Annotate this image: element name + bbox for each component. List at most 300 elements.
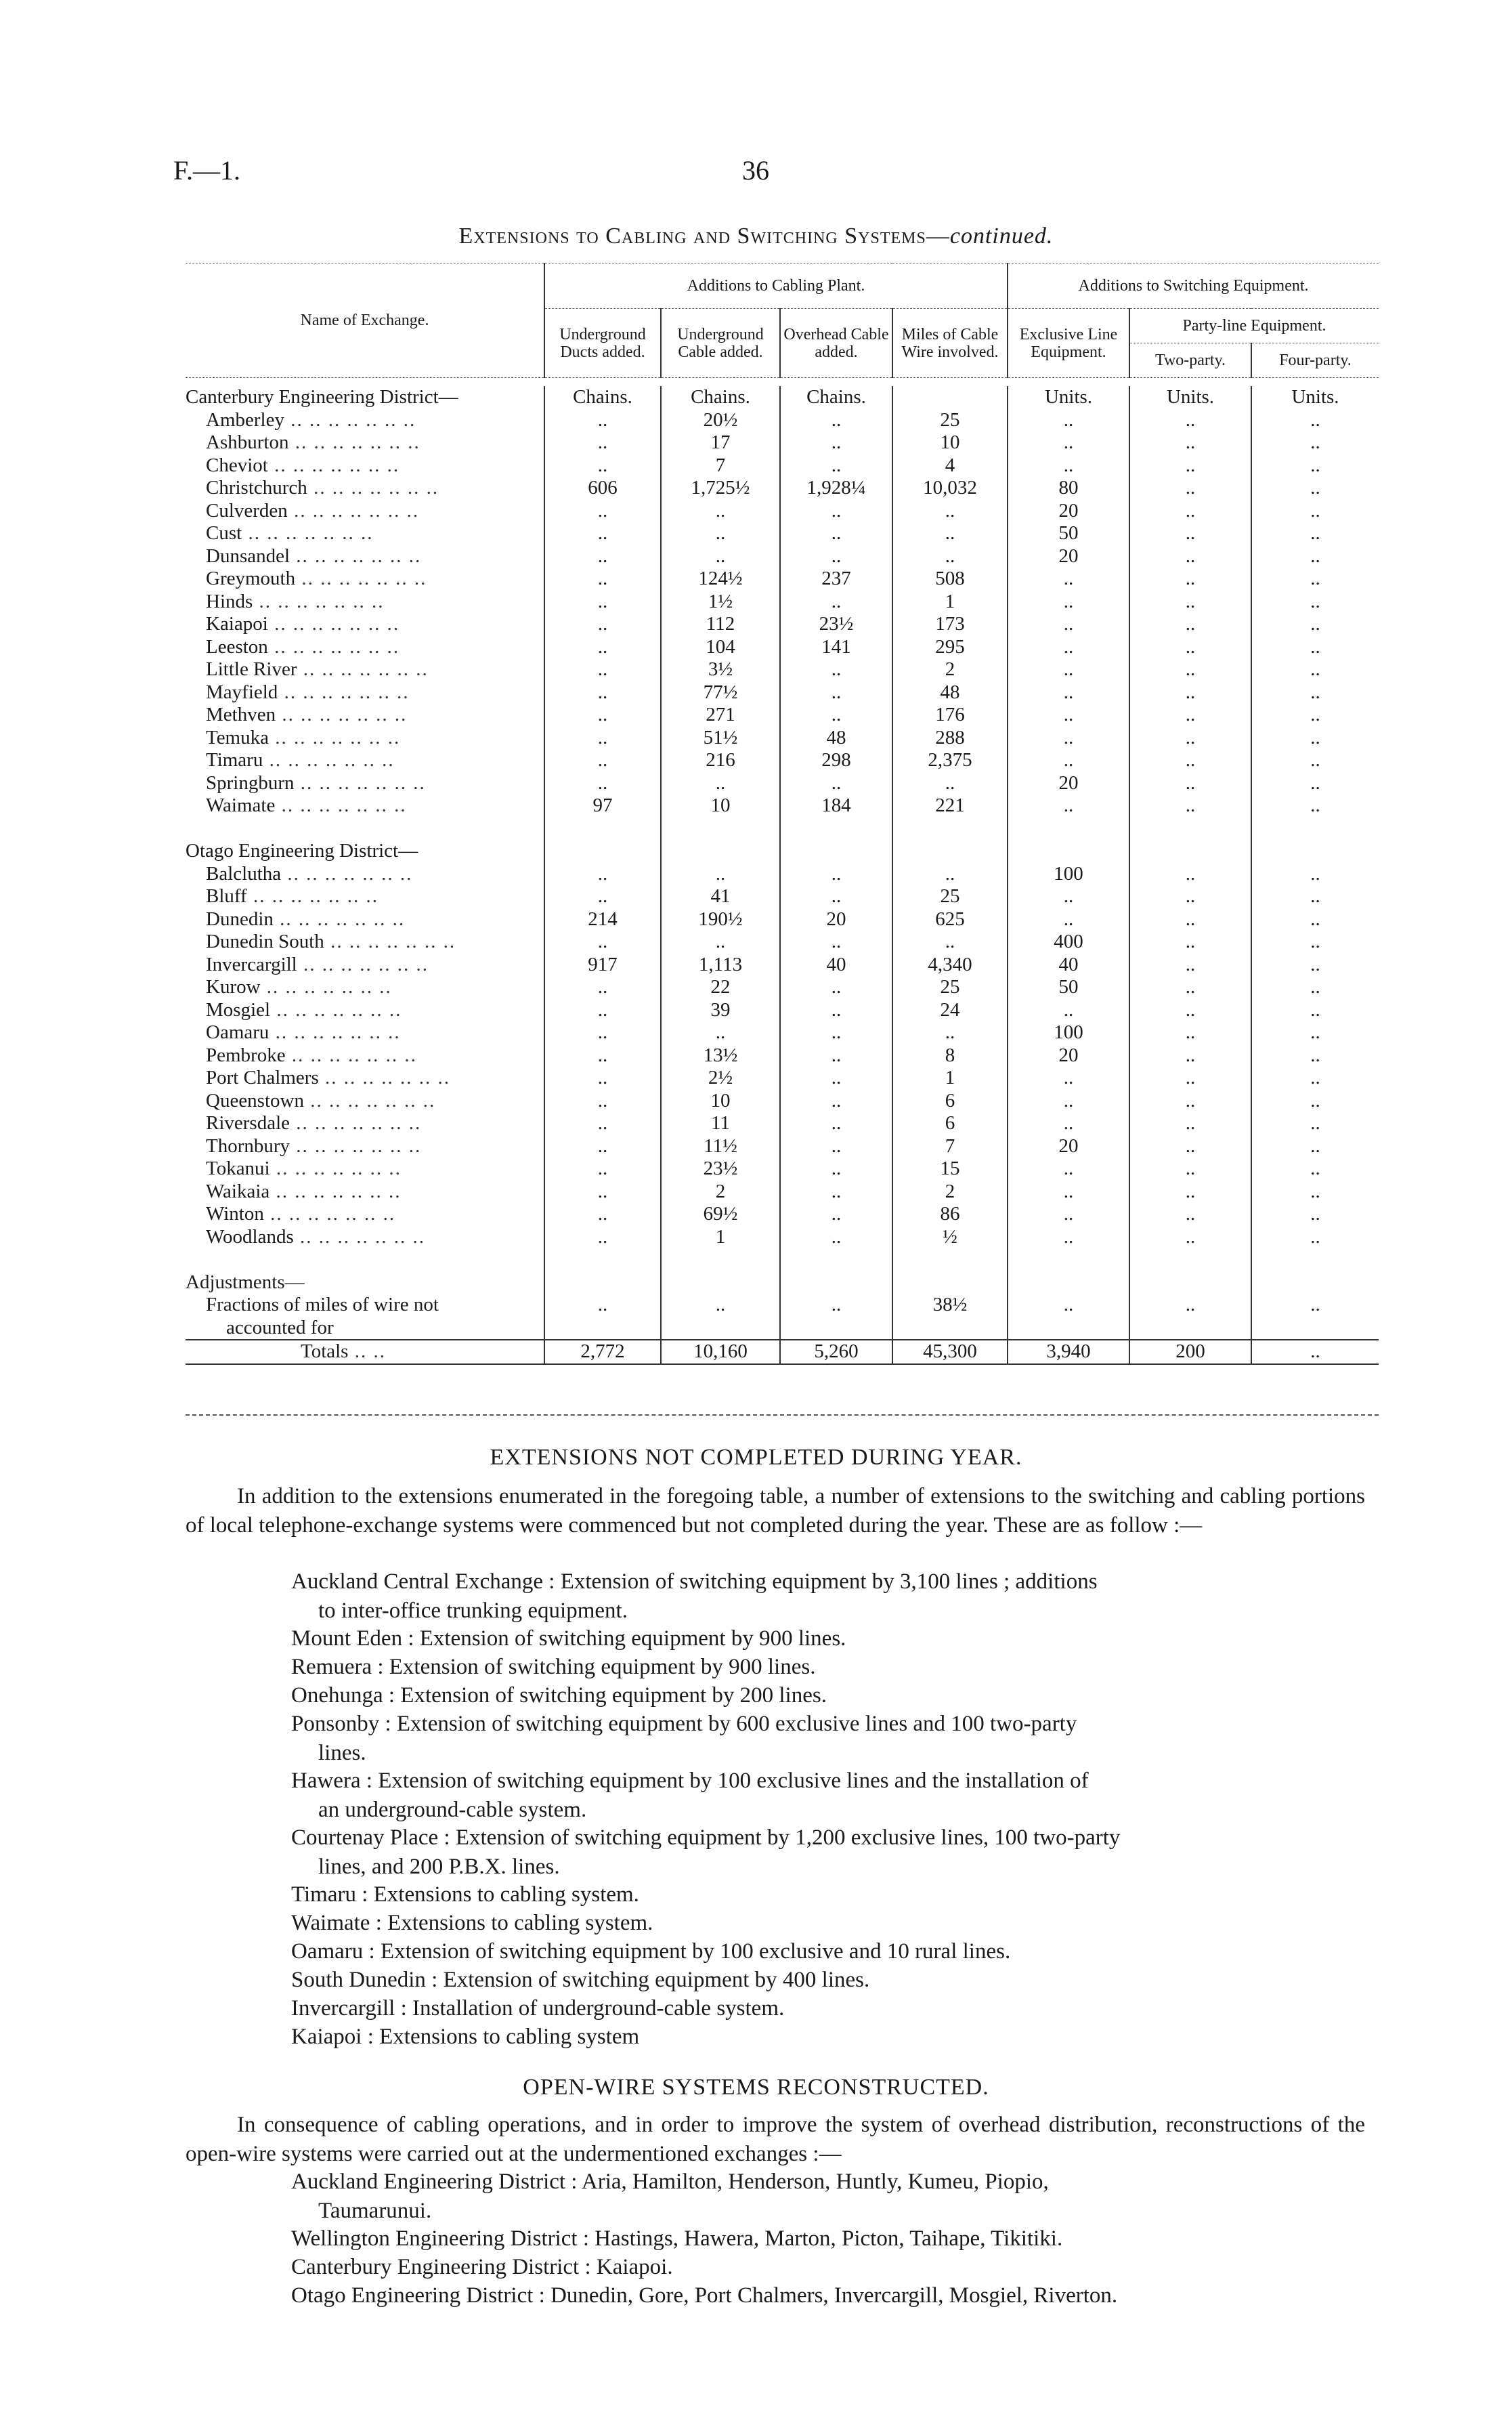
table-title (0, 224, 1512, 249)
adjustments-row (186, 1294, 1379, 1317)
list-item-continuation: Taumarunui. (318, 2199, 432, 2223)
document-code: F.—1. (173, 155, 241, 186)
value-cell: 51½ (661, 727, 780, 750)
totals-label: Totals (301, 1340, 349, 1362)
unit-label: Units. (1129, 386, 1251, 409)
value-cell: 39 (661, 999, 780, 1022)
value-cell: .. (1008, 1226, 1129, 1249)
exchange-name: Waimate (206, 795, 276, 816)
value-cell: 20 (1008, 545, 1129, 568)
list-item-text: Timaru : Extensions to cabling system. (291, 1882, 639, 1907)
value-cell: .. (1008, 658, 1129, 681)
value-cell: 271 (661, 704, 780, 727)
exchange-name-cell (186, 1181, 544, 1204)
exchange-name-cell (186, 500, 544, 523)
value-cell: 86 (892, 1203, 1008, 1226)
exchange-name: Thornbury (206, 1135, 290, 1157)
table-row (186, 772, 1379, 795)
total-value-cell: 200 (1129, 1340, 1251, 1364)
value-cell: .. (1251, 681, 1379, 704)
value-cell: 77½ (661, 681, 780, 704)
leader-dots: .. .. .. .. .. .. .. (281, 862, 413, 885)
table-row (186, 454, 1379, 478)
adjustments-label-cont: accounted for (226, 1316, 334, 1338)
col-header-party-group: Party-line Equipment. (1129, 309, 1379, 343)
blank-cell (1251, 1317, 1379, 1340)
blank-cell (892, 1317, 1008, 1340)
value-cell: .. (780, 1021, 892, 1044)
value-cell: .. (1129, 1112, 1251, 1135)
value-cell: .. (544, 613, 661, 636)
value-cell: .. (1008, 704, 1129, 727)
table-row (186, 431, 1379, 454)
list-item (291, 1653, 1365, 1682)
value-cell: .. (892, 931, 1008, 954)
value-cell: 17 (661, 431, 780, 454)
value-cell: .. (661, 863, 780, 886)
value-cell: .. (544, 931, 661, 954)
blank-cell (1251, 1271, 1379, 1294)
value-cell: .. (1251, 477, 1379, 500)
list-item (291, 1624, 1365, 1653)
blank-cell (544, 818, 661, 841)
adjustments-label: Fractions of miles of wire not (206, 1294, 439, 1315)
exchange-name: Queenstown (206, 1089, 304, 1112)
table-row (186, 522, 1379, 545)
value-cell: .. (1008, 681, 1129, 704)
not-completed-heading: EXTENSIONS NOT COMPLETED DURING YEAR. (490, 1445, 1022, 1470)
value-cell: 288 (892, 727, 1008, 750)
blank-cell (1251, 818, 1379, 841)
exchange-name-cell (186, 1090, 544, 1113)
value-cell: 173 (892, 613, 1008, 636)
leader-dots: .. .. .. .. .. .. .. (287, 499, 420, 522)
value-cell: 625 (892, 908, 1008, 931)
leader-dots: .. .. .. .. .. .. .. (260, 976, 392, 998)
list-item (291, 1710, 1365, 1768)
exchange-name: Greymouth (206, 568, 296, 589)
value-cell: .. (1129, 999, 1251, 1022)
blank-cell (780, 1248, 892, 1271)
value-cell: 24 (892, 999, 1008, 1022)
value-cell: .. (1129, 658, 1251, 681)
leader-dots: .. .. .. .. .. .. .. (267, 635, 400, 658)
leader-dots: .. .. .. .. .. .. .. (297, 658, 429, 680)
value-cell: .. (1251, 999, 1379, 1022)
list-item-text: Mount Eden : Extension of switching equipment by 900 lines. (291, 1626, 846, 1651)
table-row (186, 477, 1379, 500)
value-cell: .. (1008, 1112, 1129, 1135)
value-cell: 20 (780, 908, 892, 931)
leader-dots: .. .. .. .. .. .. .. (278, 681, 410, 703)
exchange-name: Woodlands (206, 1225, 294, 1248)
value-cell: 41 (661, 885, 780, 908)
value-cell: 6 (892, 1112, 1008, 1135)
exchange-name: Methven (206, 704, 276, 725)
list-item-text: South Dunedin : Extension of switching equipment by 400 lines. (291, 1968, 870, 1992)
value-cell: .. (780, 591, 892, 614)
value-cell: 4,340 (892, 954, 1008, 977)
blank-cell (661, 818, 780, 841)
exchange-name-cell (186, 1203, 544, 1226)
value-cell: 10 (892, 431, 1008, 454)
value-cell: .. (544, 1181, 661, 1204)
unit-label: Chains. (780, 386, 892, 409)
leader-dots: .. .. .. .. .. .. .. (269, 1180, 402, 1202)
table-end-rule (186, 1414, 1379, 1416)
value-cell: .. (1129, 500, 1251, 523)
value-cell: .. (1129, 545, 1251, 568)
table-row (186, 885, 1379, 908)
leader-dots: .. .. .. .. .. .. .. (307, 477, 439, 499)
value-cell: .. (544, 636, 661, 659)
exchange-name: Leeston (206, 635, 268, 658)
total-value-cell: 5,260 (780, 1340, 892, 1364)
list-item-continuation: to inter-office trunking equipment. (318, 1599, 628, 1623)
exchange-name: Timaru (206, 749, 263, 771)
value-cell: .. (1008, 591, 1129, 614)
value-cell: 190½ (661, 908, 780, 931)
value-cell: .. (1129, 1181, 1251, 1204)
total-value-cell: 10,160 (661, 1340, 780, 1364)
value-cell: .. (780, 885, 892, 908)
value-cell: .. (1129, 727, 1251, 750)
exchange-name-cell (186, 772, 544, 795)
value-cell: 23½ (780, 613, 892, 636)
exchange-name: Culverden (206, 499, 288, 522)
value-cell: .. (1251, 658, 1379, 681)
spacer-cell (186, 818, 544, 841)
col-header-exclusive: Exclusive Line Equipment. (1008, 309, 1129, 378)
exchange-name: Springburn (206, 771, 295, 794)
list-item (291, 1937, 1365, 1966)
exchange-name: Dunedin South (206, 931, 324, 952)
blank-cell (544, 1317, 661, 1340)
list-item-text: Kaiapoi : Extensions to cabling system (291, 2025, 640, 2049)
value-cell: 10 (661, 1090, 780, 1113)
value-cell: .. (1129, 954, 1251, 977)
value-cell: 1,725½ (661, 477, 780, 500)
blank-cell (544, 1271, 661, 1294)
value-cell: .. (780, 500, 892, 523)
total-value-cell: 2,772 (544, 1340, 661, 1364)
value-cell: 80 (1008, 477, 1129, 500)
value-cell: .. (780, 931, 892, 954)
exchange-name-cell (186, 658, 544, 681)
value-cell: .. (780, 522, 892, 545)
blank-cell (780, 1271, 892, 1294)
value-cell: .. (1129, 704, 1251, 727)
list-item (291, 1880, 1365, 1909)
exchange-name-cell (186, 1226, 544, 1249)
value-cell: 237 (780, 568, 892, 591)
value-cell: 221 (892, 795, 1008, 818)
value-cell: 1 (892, 1067, 1008, 1090)
value-cell: .. (1251, 454, 1379, 478)
value-cell: .. (544, 545, 661, 568)
value-cell: .. (1129, 1226, 1251, 1249)
exchange-name-cell (186, 999, 544, 1022)
blank-cell (1008, 1248, 1129, 1271)
leader-dots: .. .. .. .. .. .. .. (297, 953, 429, 975)
value-cell: .. (1008, 1181, 1129, 1204)
total-value-cell: 45,300 (892, 1340, 1008, 1364)
value-cell: 1,928¼ (780, 477, 892, 500)
table-row (186, 1044, 1379, 1067)
leader-dots: .. .. (348, 1340, 386, 1362)
blank-cell (544, 1248, 661, 1271)
blank-cell (1129, 840, 1251, 863)
value-cell: 22 (661, 976, 780, 999)
value-cell: 2 (892, 1181, 1008, 1204)
value-cell: .. (1129, 522, 1251, 545)
value-cell: .. (1129, 976, 1251, 999)
table-row (186, 999, 1379, 1022)
blank-cell (780, 1317, 892, 1340)
list-item-continuation: an underground-cable system. (318, 1798, 587, 1822)
value-cell: 7 (892, 1135, 1008, 1158)
value-cell: 298 (780, 749, 892, 772)
value-cell: 20½ (661, 409, 780, 432)
value-cell: .. (1251, 409, 1379, 432)
value-cell: .. (780, 431, 892, 454)
value-cell: .. (780, 1294, 892, 1317)
extensions-table (186, 263, 1379, 1365)
value-cell: 50 (1008, 976, 1129, 999)
exchange-name-cell (186, 591, 544, 614)
value-cell: .. (544, 863, 661, 886)
value-cell: .. (780, 1226, 892, 1249)
table-row (186, 1203, 1379, 1226)
value-cell: .. (1008, 749, 1129, 772)
exchange-name-cell (186, 931, 544, 954)
value-cell: 6 (892, 1090, 1008, 1113)
list-item-text: Auckland Engineering District : Aria, Hamilton, Henderson, Huntly, Kumeu, Piopio, (291, 2170, 1049, 2194)
list-item (291, 1567, 1365, 1626)
value-cell: 11½ (661, 1135, 780, 1158)
blank-cell (1008, 1271, 1129, 1294)
value-cell: 2½ (661, 1067, 780, 1090)
value-cell: 1 (892, 591, 1008, 614)
exchange-name-cell (186, 954, 544, 977)
total-value-cell: 3,940 (1008, 1340, 1129, 1364)
blank-cell (1129, 818, 1251, 841)
value-cell: 23½ (661, 1158, 780, 1181)
table-row (186, 681, 1379, 704)
value-cell: .. (661, 522, 780, 545)
value-cell: .. (1251, 1226, 1379, 1249)
adjustments-row-cont (186, 1317, 1379, 1340)
value-cell: 184 (780, 795, 892, 818)
exchange-name-cell (186, 477, 544, 500)
blank-cell (780, 840, 892, 863)
exchange-name: Cheviot (206, 454, 268, 476)
value-cell: 10,032 (892, 477, 1008, 500)
unit-label (892, 386, 1008, 409)
list-item-text: Oamaru : Extension of switching equipment by 100 exclusive and 10 rural lines. (291, 1939, 1011, 1964)
blank-cell (892, 840, 1008, 863)
units-row (186, 386, 1379, 409)
exchange-name-cell (186, 636, 544, 659)
value-cell: .. (780, 1203, 892, 1226)
value-cell: 216 (661, 749, 780, 772)
blank-cell (1129, 1271, 1251, 1294)
value-cell: .. (661, 931, 780, 954)
list-item (291, 2253, 1365, 2282)
leader-dots: .. .. .. .. .. .. .. (290, 545, 422, 567)
list-item-text: Invercargill : Installation of underground-cable system. (291, 1996, 785, 2021)
value-cell: 25 (892, 885, 1008, 908)
value-cell: .. (1129, 1044, 1251, 1067)
exchange-name-cell (186, 1158, 544, 1181)
value-cell: .. (1008, 1158, 1129, 1181)
table-title-main: Extensions to Cabling and Switching Systems— (458, 224, 950, 249)
value-cell: 7 (661, 454, 780, 478)
value-cell: 295 (892, 636, 1008, 659)
table-row (186, 1135, 1379, 1158)
value-cell: 917 (544, 954, 661, 977)
value-cell: .. (1129, 1135, 1251, 1158)
table-row (186, 954, 1379, 977)
value-cell: .. (780, 658, 892, 681)
value-cell: .. (1008, 613, 1129, 636)
value-cell: 40 (1008, 954, 1129, 977)
value-cell: .. (1008, 727, 1129, 750)
exchange-name: Hinds (206, 590, 253, 612)
blank-cell (661, 1317, 780, 1340)
totals-row (186, 1340, 1379, 1364)
leader-dots: .. .. .. .. .. .. .. (290, 1135, 422, 1157)
value-cell: .. (1251, 568, 1379, 591)
district-row (186, 840, 1379, 863)
leader-dots: .. .. .. .. .. .. .. (294, 771, 426, 794)
value-cell: 38½ (892, 1294, 1008, 1317)
leader-dots: .. .. .. .. .. .. .. (263, 1203, 396, 1225)
list-item-text: Otago Engineering District : Dunedin, Gore, Port Chalmers, Invercargill, Mosgiel, Riverton. (291, 2283, 1118, 2308)
value-cell: .. (780, 1090, 892, 1113)
value-cell: .. (780, 1067, 892, 1090)
value-cell: .. (780, 409, 892, 432)
leader-dots: .. .. .. .. .. .. .. (242, 522, 374, 544)
value-cell: .. (780, 704, 892, 727)
list-item-text: Onehunga : Extension of switching equipment by 200 lines. (291, 1683, 827, 1708)
value-cell: .. (1251, 545, 1379, 568)
value-cell: 48 (892, 681, 1008, 704)
leader-dots: .. .. .. .. .. .. .. (288, 431, 420, 453)
list-item (291, 1766, 1365, 1825)
exchange-name-cell (186, 431, 544, 454)
leader-dots: .. .. .. .. .. .. .. (267, 454, 400, 476)
value-cell: .. (1008, 1067, 1129, 1090)
value-cell: .. (1251, 795, 1379, 818)
value-cell: .. (544, 568, 661, 591)
adjustments-heading-row (186, 1271, 1379, 1294)
value-cell: .. (1008, 636, 1129, 659)
reconstructed-intro: In consequence of cabling operations, and in order to improve the system of overhead distribution, reconstructions of the open-wire systems were carried out at the undermentioned exchanges :— (186, 2113, 1365, 2166)
value-cell: .. (1008, 999, 1129, 1022)
value-cell: .. (1251, 1203, 1379, 1226)
spacer-row (186, 818, 1379, 841)
value-cell: .. (1251, 431, 1379, 454)
exchange-name-cell (186, 1044, 544, 1067)
value-cell: .. (1008, 885, 1129, 908)
value-cell: 2,375 (892, 749, 1008, 772)
value-cell: .. (544, 772, 661, 795)
value-cell: .. (1129, 772, 1251, 795)
value-cell: .. (544, 749, 661, 772)
value-cell: .. (1008, 795, 1129, 818)
value-cell: .. (544, 976, 661, 999)
blank-cell (1251, 840, 1379, 863)
value-cell: 4 (892, 454, 1008, 478)
value-cell: ½ (892, 1226, 1008, 1249)
exchange-name-cell (186, 681, 544, 704)
exchange-name: Christchurch (206, 477, 307, 499)
table-title-continued: continued. (949, 224, 1054, 249)
exchange-name: Amberley (206, 408, 284, 431)
table-row (186, 704, 1379, 727)
list-item-continuation: lines. (318, 1741, 366, 1765)
value-cell: .. (1251, 863, 1379, 886)
exchange-name: Pembroke (206, 1044, 286, 1066)
value-cell: .. (780, 681, 892, 704)
value-cell: .. (1129, 1294, 1251, 1317)
unit-label: Units. (1008, 386, 1129, 409)
value-cell: .. (780, 1135, 892, 1158)
value-cell: .. (544, 1135, 661, 1158)
exchange-name-cell (186, 568, 544, 591)
value-cell: .. (1251, 591, 1379, 614)
leader-dots: .. .. .. .. .. .. .. (269, 726, 401, 748)
value-cell: 20 (1008, 1135, 1129, 1158)
value-cell: .. (544, 1112, 661, 1135)
exchange-name-cell (186, 545, 544, 568)
exchange-name-cell (186, 454, 544, 478)
value-cell: .. (1129, 591, 1251, 614)
exchange-name: Waikaia (206, 1180, 270, 1202)
table-row (186, 795, 1379, 818)
value-cell: 606 (544, 477, 661, 500)
value-cell: .. (544, 885, 661, 908)
exchange-name: Dunedin (206, 908, 274, 930)
value-cell: .. (892, 545, 1008, 568)
value-cell: .. (1008, 1294, 1129, 1317)
unit-label: Units. (1251, 386, 1379, 409)
value-cell: .. (661, 772, 780, 795)
value-cell: .. (892, 500, 1008, 523)
value-cell: 112 (661, 613, 780, 636)
exchange-name-cell (186, 1112, 544, 1135)
col-header-two-party: Two-party. (1129, 343, 1251, 378)
value-cell: .. (544, 409, 661, 432)
leader-dots: .. .. .. .. .. .. .. (269, 1158, 402, 1179)
exchange-name: Port Chalmers (206, 1067, 319, 1088)
exchange-name: Oamaru (206, 1021, 269, 1043)
value-cell: .. (544, 1226, 661, 1249)
value-cell: .. (544, 500, 661, 523)
value-cell: 69½ (661, 1203, 780, 1226)
value-cell: .. (544, 658, 661, 681)
value-cell: .. (1008, 908, 1129, 931)
value-cell: .. (544, 1044, 661, 1067)
col-header-four-party: Four-party. (1251, 343, 1379, 378)
list-item (291, 2167, 1365, 2226)
list-item-text: Courtenay Place : Extension of switching equipment by 1,200 exclusive lines, 100 two-party (291, 1825, 1121, 1850)
col-header-ug-cable: Underground Cable added. (661, 309, 780, 378)
leader-dots: .. .. .. .. .. .. .. (273, 908, 406, 930)
value-cell: .. (780, 772, 892, 795)
value-cell: .. (1008, 431, 1129, 454)
